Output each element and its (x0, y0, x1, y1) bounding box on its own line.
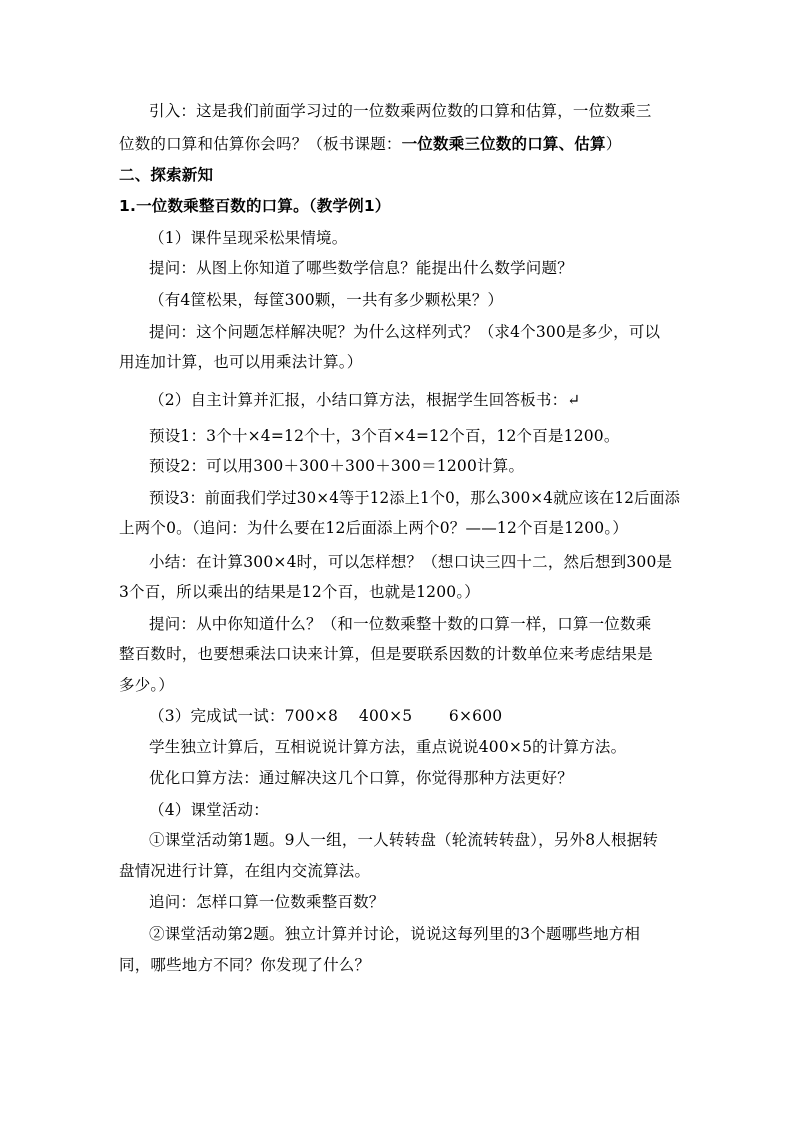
text-line-8: 提问：这个问题怎样解决呢？为什么这样列式？（求4个300是多少，可以 (149, 323, 661, 341)
text-line-16: 3个百，所以乘出的结果是12个百，也就是1200。） (119, 583, 480, 601)
text-line-23: （4）课堂活动： (149, 801, 269, 819)
text-line-28: 同，哪些地方不同？你发现了什么？ (119, 956, 371, 974)
text-line-9: 用连加计算，也可以用乘法计算。） (119, 353, 363, 371)
text-line-7: （有4筐松果，每筐300颗，一共有多少颗松果？） (149, 291, 504, 309)
lesson-title: 一位数乘三位数的口算、估算 (401, 135, 606, 153)
text-line-12: 预设2：可以用300＋300＋300＋300＝1200计算。 (149, 457, 525, 475)
text-line-15: 小结：在计算300×4时，可以怎样想？（想口诀三四十二，然后想到300是 (149, 553, 673, 571)
text-line-27: ②课堂活动第2题。独立计算并讨论，说说这每列里的3个题哪些地方相 (149, 925, 641, 943)
text-line-22: 优化口算方法：通过解决这几个口算，你觉得那种方法更好？ (149, 769, 573, 787)
text-line-26: 追问：怎样口算一位数乘整百数？ (149, 893, 385, 911)
text-line-1: 引入：这是我们前面学习过的一位数乘两位数的口算和估算，一位数乘三 (149, 102, 652, 120)
text-line-13: 预设3：前面我们学过30×4等于12添上1个0，那么300×4就应该在12后面添 (149, 489, 680, 507)
text-line-18: 整百数时，也要想乘法口诀来计算，但是要联系因数的计数单位来考虑结果是 (119, 645, 653, 663)
section-heading: 二、探索新知 (119, 166, 214, 184)
text-line-20: （3）完成试一试：700×8 400×5 6×600 (149, 707, 503, 725)
text-line-21: 学生独立计算后，互相说说计算方法，重点说说400×5的计算方法。 (149, 738, 627, 756)
text-line-25: 盘情况进行计算，在组内交流算法。 (119, 862, 371, 880)
text-line-24: ①课堂活动第1题。9人一组，一人转转盘（轮流转转盘），另外8人根据转 (149, 831, 659, 849)
text-line-19: 多少。） (119, 676, 175, 694)
text-line-5: （1）课件呈现采松果情境。 (149, 229, 348, 247)
text-line-11: 预设1：3个十×4=12个十，3个百×4=12个百，12个百是1200。 (149, 427, 620, 445)
line-2-start: 位数的口算和估算你会吗？（板书课题： (119, 135, 402, 153)
line-2-end: ） (605, 135, 622, 153)
text-line-6: 提问：从图上你知道了哪些数学信息？能提出什么数学问题？ (149, 259, 573, 277)
text-line-2 (119, 134, 621, 154)
text-line-17: 提问：从中你知道什么？（和一位数乘整十数的口算一样，口算一位数乘 (149, 615, 652, 633)
subsection-heading: 1.一位数乘整百数的口算。（教学例1） (119, 197, 391, 215)
text-line-14: 上两个0。（追问：为什么要在12后面添上两个0？——12个百是1200。） (119, 519, 629, 537)
text-line-10: （2）自主计算并汇报，小结口算方法，根据学生回答板书：↵ (149, 391, 581, 409)
